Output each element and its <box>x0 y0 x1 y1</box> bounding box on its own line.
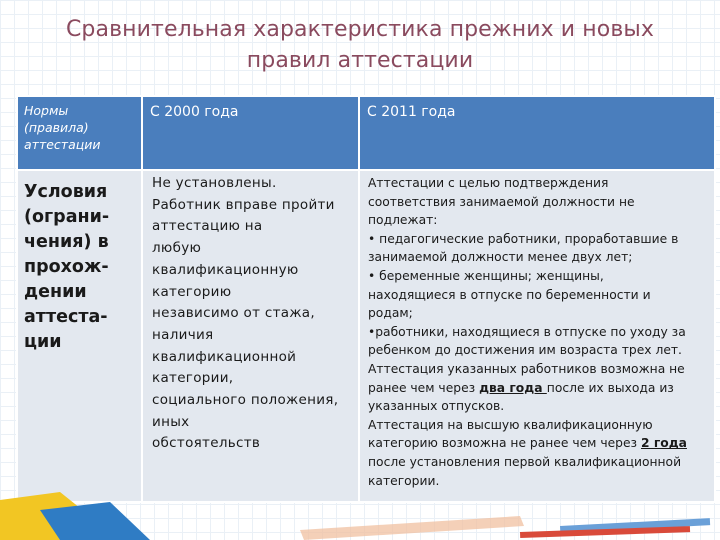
row-2000-text <box>144 172 357 459</box>
row-2011-cell <box>359 170 715 502</box>
row-2011-line: •работники, находящиеся в отпуске по уходу за <box>368 324 686 339</box>
row-2000-line: любую <box>152 240 202 257</box>
header-2000-text: С 2000 года <box>150 104 239 120</box>
row-2011-text-part: ранее чем через <box>368 380 480 395</box>
row-2011-line-2-years <box>368 434 707 453</box>
row-label-line: (ограни- <box>24 207 110 227</box>
header-norms-line: (правила) <box>24 120 89 135</box>
row-label-line: дении <box>24 282 87 302</box>
row-2000-line: категории, <box>152 370 234 387</box>
row-2011-line: Аттестация указанных работников возможна не <box>368 361 685 376</box>
row-2011-line: Аттестация на высшую квалификационную <box>368 417 653 432</box>
row-2011-line: занимаемой должности менее двух лет; <box>368 250 633 265</box>
emphasis-two-years: два года <box>479 380 547 395</box>
header-2000-cell <box>142 96 359 170</box>
title-line-1: Сравнительная характеристика прежних и новых <box>65 17 655 42</box>
row-2011-line: • беременные женщины; женщины, <box>368 268 604 283</box>
row-label-line: чения) в <box>24 232 109 252</box>
row-label-line: Условия <box>24 182 108 202</box>
table-header-row <box>17 96 715 170</box>
row-2000-line: иных <box>152 413 190 430</box>
header-norms-line: Нормы <box>24 103 69 118</box>
table-row-conditions <box>17 170 715 502</box>
row-2011-line-two-years <box>368 379 707 398</box>
ruler-shape <box>300 516 524 540</box>
row-2000-line: квалификационную <box>152 261 299 278</box>
row-2011-line: родам; <box>368 306 413 321</box>
row-2011-line: находящиеся в отпуске по беременности и <box>368 287 651 302</box>
row-2000-line: независимо от стажа, <box>152 305 315 322</box>
row-2000-line: Работник вправе пройти <box>152 196 335 213</box>
row-2000-line: социального положения, <box>152 392 339 409</box>
row-2011-text-part: категорию возможна не ранее чем через <box>368 436 642 451</box>
row-2000-line: Не установлены. <box>152 175 277 191</box>
row-2011-text-part: после их выхода из <box>546 380 674 395</box>
row-2011-line: после установления первой квалификационной <box>368 454 682 469</box>
row-label-line: аттеста- <box>24 307 108 327</box>
row-label-text <box>19 172 140 359</box>
row-label-line: прохож- <box>24 257 109 277</box>
row-label-line: ции <box>24 332 62 352</box>
row-2000-cell <box>142 170 359 502</box>
row-2011-line: указанных отпусков. <box>368 399 505 414</box>
header-norms-line: аттестации <box>24 137 101 152</box>
row-2011-line: подлежат: <box>368 213 438 228</box>
header-norms-cell <box>17 96 142 170</box>
row-2011-line: ребенком до достижения им возраста трех лет. <box>368 343 682 358</box>
school-supplies-decoration <box>0 480 720 540</box>
row-2000-line: обстоятельств <box>152 435 261 452</box>
row-2011-line: • педагогические работники, проработавшие в <box>368 231 679 246</box>
header-2011-cell <box>359 96 715 170</box>
row-2011-line: категории. <box>368 473 440 488</box>
row-2011-line: Аттестации с целью подтверждения <box>368 176 609 190</box>
emphasis-2-years: 2 года <box>641 436 687 451</box>
title-line-2: правил аттестации <box>246 48 474 73</box>
row-2000-line: квалификационной <box>152 348 297 365</box>
slide-title <box>0 14 720 76</box>
header-norms-text <box>19 98 140 155</box>
row-2000-line: категорию <box>152 283 232 300</box>
row-2000-line: наличия <box>152 326 214 343</box>
row-2000-line: аттестацию на <box>152 218 263 235</box>
comparison-table <box>16 95 716 503</box>
row-label-cell <box>17 170 142 502</box>
header-2011-text: С 2011 года <box>367 104 456 120</box>
row-2011-line: соответствия занимаемой должности не <box>368 194 635 209</box>
row-2011-text <box>361 172 713 494</box>
